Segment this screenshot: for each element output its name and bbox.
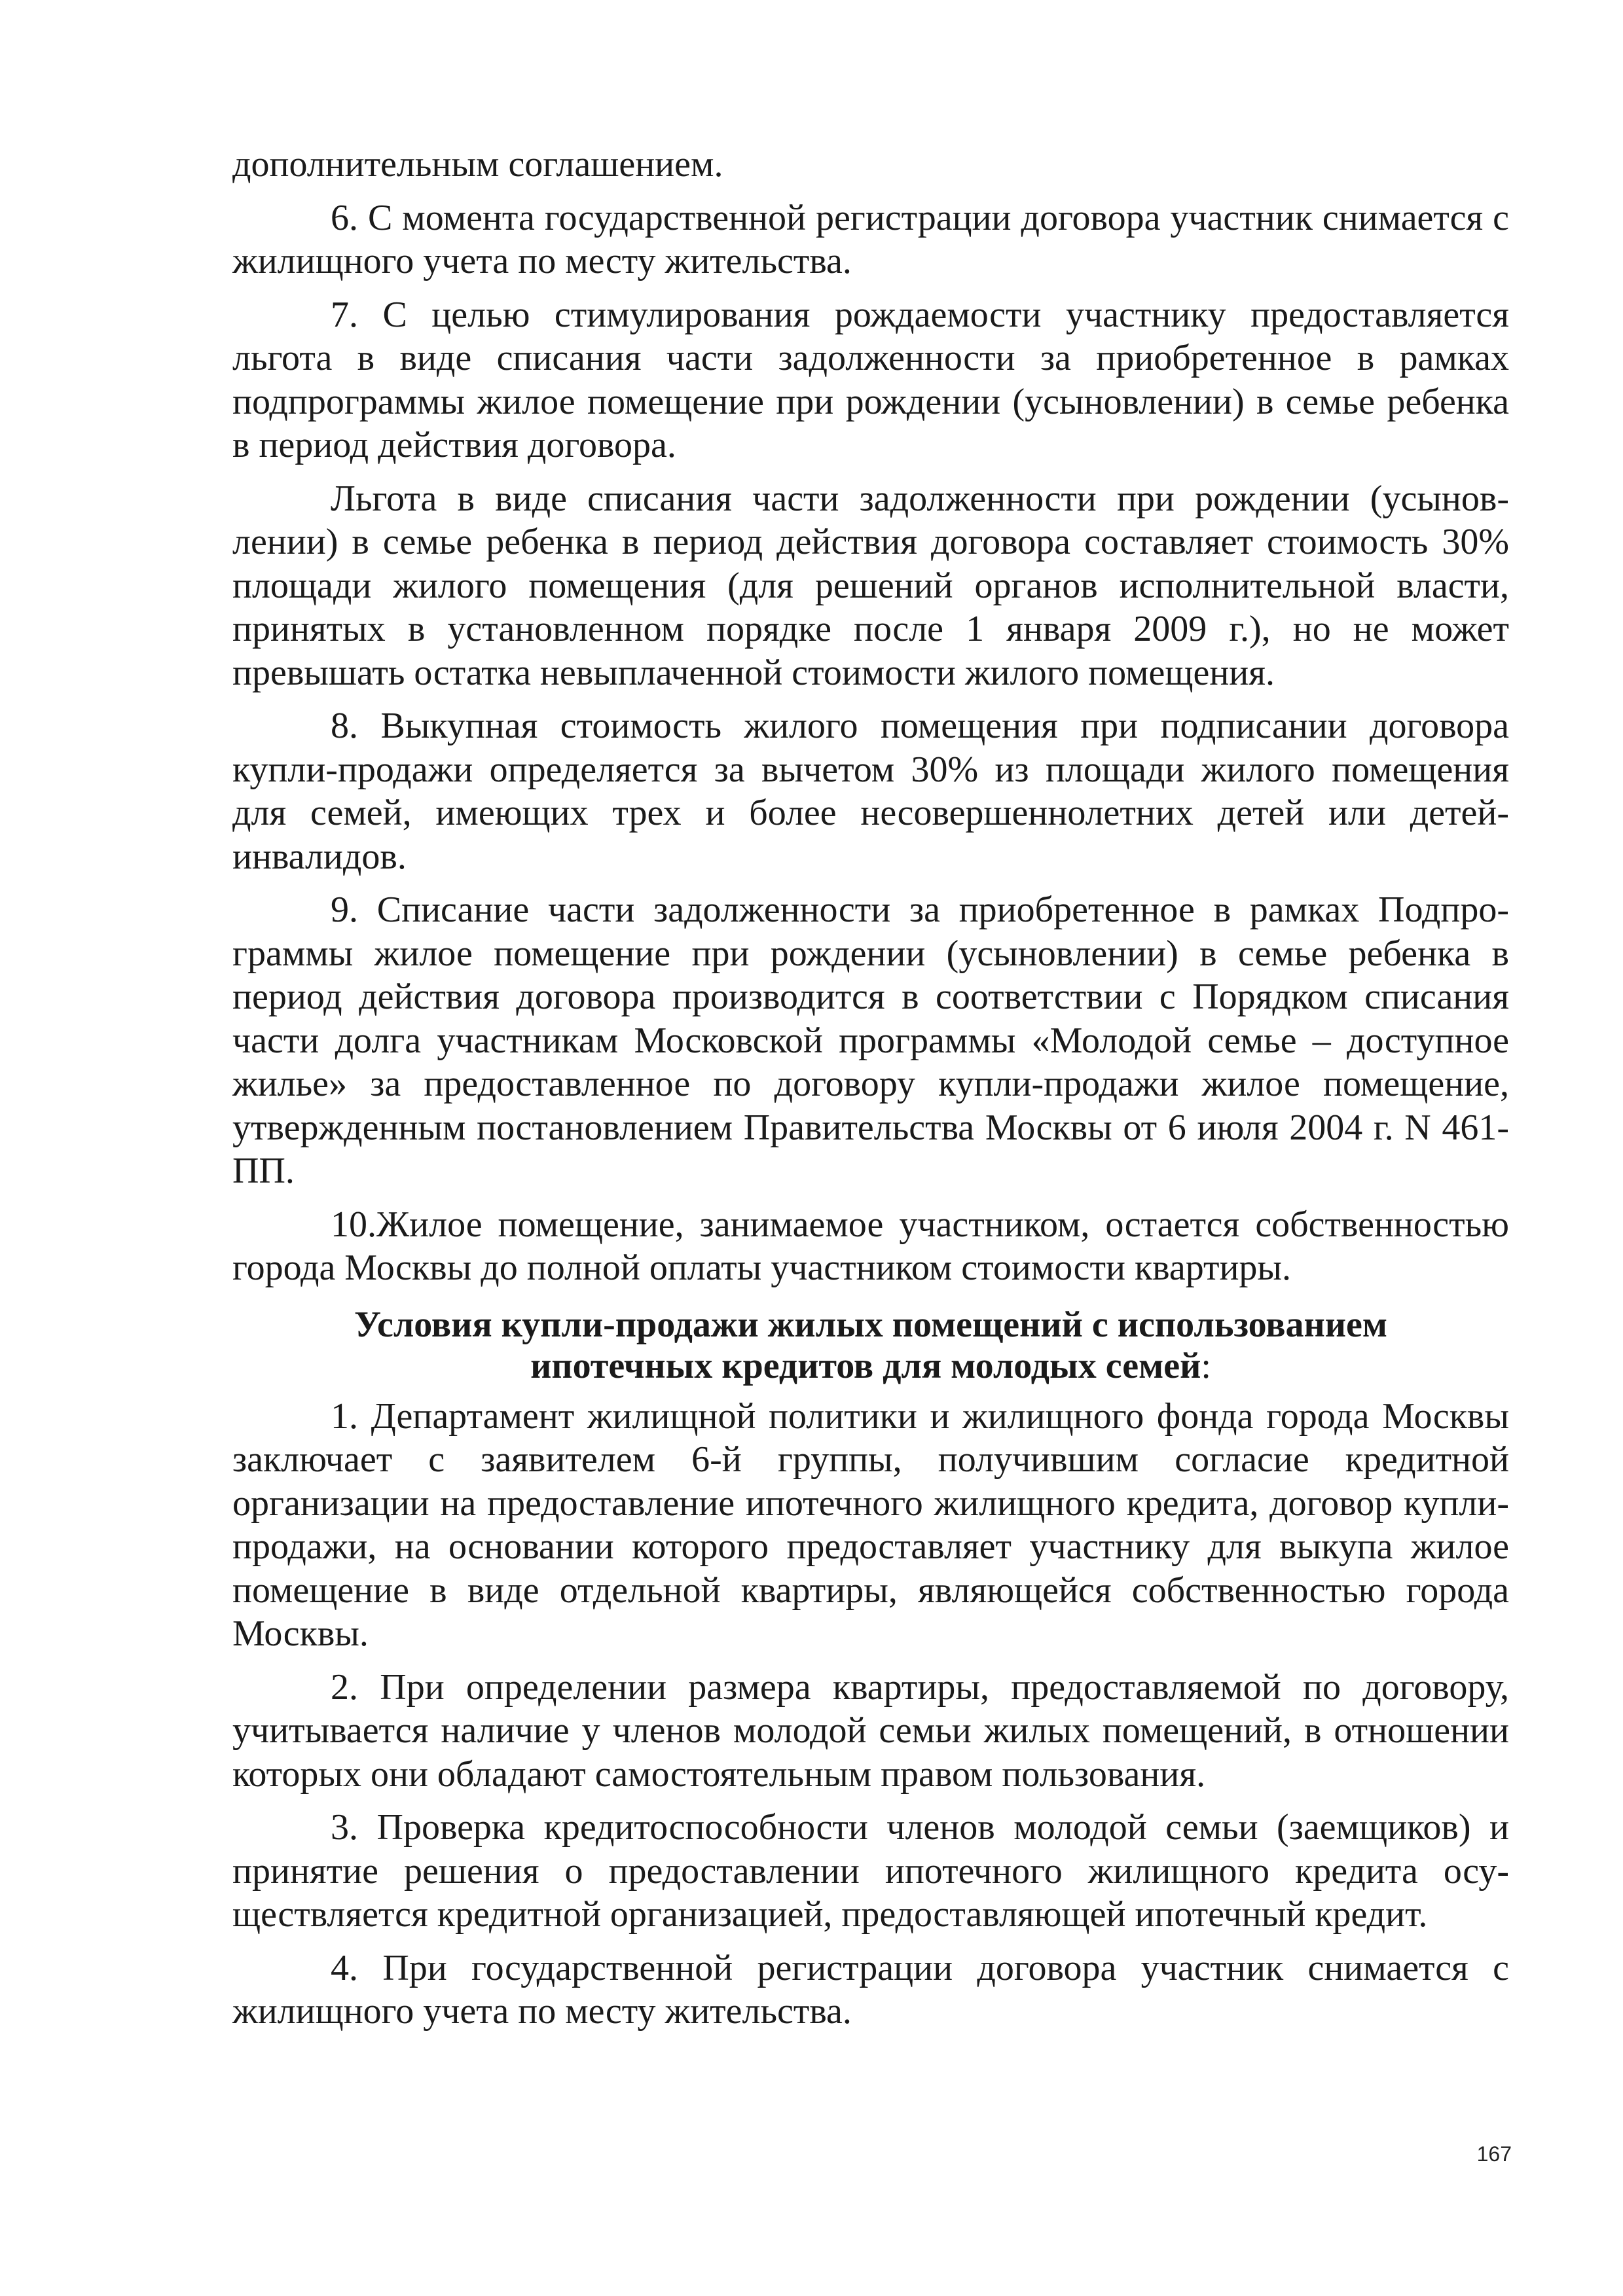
paragraph-mortgage-item-4: 4. При государственной регистрации договора участник снимается с жилищного учета по месту жительства. [232,1947,1509,2032]
page-number: 167 [1476,2142,1512,2166]
paragraph-item-7: 7. С целью стимулирования рождаемости участнику предоставляется льгота в виде списания части задолженности за приобретенное в рамках подпрограммы жилое помещение при рождении (усыновлении) в семье ребенка в период действия договора. [232,294,1509,465]
section-heading-line-1: Условия купли-продажи жилых помещений с использованием [354,1304,1388,1345]
paragraph-item-9: 9. Списание части задолженности за приобретенное в рамках Подпрограммы жилое помещение при рождении (усыновлении) в семье ребенка в период действия договора производится в соответствии с Порядком списания части долга участникам Московской программы «Молодой семье – доступное жилье» за предоставленное по договору купли-продажи жилое помещение, утвержденным постановлением Правительства Москвы от 6 июля 2004 г. N 461-ПП. [232,889,1509,1191]
paragraph-mortgage-item-3: 3. Проверка кредитоспособности членов молодой семьи (заемщиков) и принятие решения о предоставлении ипотечного жилищного кредита осуществляется кредитной организацией, предоставляющей ипотечный кредит. [232,1807,1509,1935]
paragraph-continuation: дополнительным соглашением. [232,144,723,185]
paragraph-item-8: 8. Выкупная стоимость жилого помещения при подписании договора купли-продажи определяется за вычетом 30% из площади жилого помещения для семей, имеющих трех и более несовершеннолетних детей или детей-инвалидов. [232,706,1509,877]
paragraph-mortgage-item-1: 1. Департамент жилищной политики и жилищного фонда города Москвы заключает с заявителем 6-й группы, получившим согласие кредитной организации на предоставление ипотечного жилищного кредита, договор купли-продажи, на основании которого предоставляет участнику для выкупа жилое помещение в виде отдельной квартиры, являющейся собственностью города Москвы. [232,1395,1509,1654]
section-heading [232,1304,1509,1387]
paragraph-mortgage-item-2: 2. При определении размера квартиры, предоставляемой по договору, учитывается наличие у членов молодой семьи жилых помещений, в отношении которых они обладают самостоятельным правом пользования. [232,1666,1509,1795]
paragraph-item-10: 10.Жилое помещение, занимаемое участником, остается собственностью города Москвы до полной оплаты участником стоимости квартиры. [232,1204,1509,1288]
document-body [232,143,1509,2043]
section-heading-colon: : [1201,1345,1211,1386]
paragraph-item-6: 6. С момента государственной регистрации договора участник снимается с жилищного учета по месту жительства. [232,197,1509,281]
section-heading-line-2 [232,1346,1509,1387]
section-heading-line-2-text: ипотечных кредитов для молодых семей [530,1345,1201,1386]
paragraph-benefit-details: Льгота в виде списания части задолженности при рождении (усыновлении) в семье ребенка в период действия договора составляет стоимость 30% площади жилого помещения (для решений органов исполнительной власти, принятых в установленном порядке после 1 января 2009 г.), но не может превышать остатка невыплаченной стоимости жилого помещения. [232,478,1509,693]
